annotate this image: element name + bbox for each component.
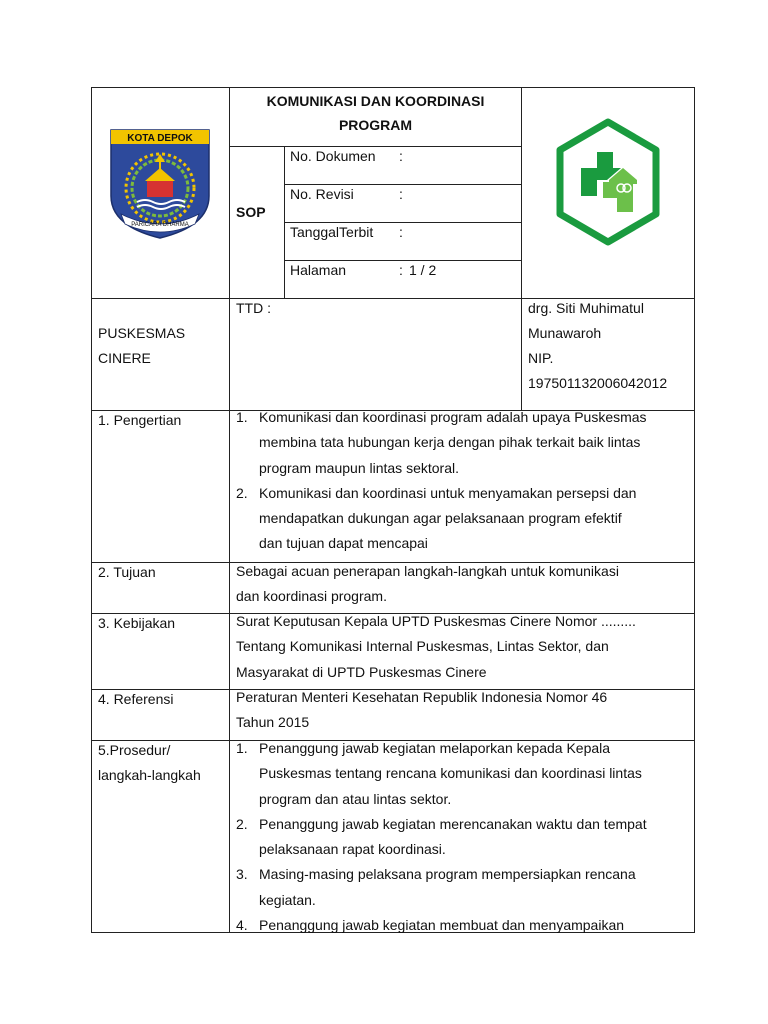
list-item <box>229 862 687 913</box>
list-item <box>229 812 687 863</box>
doc-page-value: 1 / 2 <box>409 262 437 278</box>
list-item-line: Penanggung jawab kegiatan merencanakan waktu dan tempat <box>259 815 647 832</box>
list-item-line: Masing-masing pelaksana program mempersiapkan rencana <box>259 866 636 883</box>
doc-page-sep: : <box>399 262 403 278</box>
emblem-banner-text: KOTA DEPOK <box>127 133 193 144</box>
doc-date-sep: : <box>399 224 403 240</box>
doc-revision-sep: : <box>399 186 403 202</box>
org-name-line-2: CINERE <box>98 350 151 366</box>
section-label-kebijakan: 3. Kebijakan <box>98 615 176 631</box>
signer-nip-label: NIP. <box>528 350 554 366</box>
signer-nip-value: 197501132006042012 <box>528 375 668 391</box>
doc-date-label: TanggalTerbit <box>290 224 374 240</box>
kota-depok-emblem <box>107 126 213 240</box>
section-body-referensi <box>236 685 687 736</box>
list-item-number: 2. <box>236 815 248 832</box>
list-item-line: Penanggung jawab kegiatan melaporkan kepada Kepala <box>259 740 611 756</box>
section-label-pengertian: 1. Pengertian <box>98 412 182 428</box>
list-item-line: kegiatan. <box>259 891 316 908</box>
list-item-line: Puskesmas tentang rencana komunikasi dan koordinasi lintas <box>259 765 642 782</box>
section-body-prosedur <box>229 736 687 938</box>
list-item <box>229 736 687 812</box>
list-item <box>229 481 687 557</box>
section-label-tujuan: 2. Tujuan <box>98 564 156 580</box>
list-item-number: 1. <box>236 409 248 425</box>
list-item-number: 3. <box>236 866 248 883</box>
doc-page-label: Halaman <box>290 262 347 278</box>
section-label-prosedur-line-1: 5.Prosedur/ <box>98 742 171 758</box>
text-line: Masyarakat di UPTD Puskesmas Cinere <box>236 663 487 680</box>
list-item-line: Komunikasi dan koordinasi untuk menyamakan persepsi dan <box>259 484 637 501</box>
list-item <box>229 913 687 938</box>
doc-number-sep: : <box>399 148 403 164</box>
list-item-line: mendapatkan dukungan agar pelaksanaan program efektif <box>259 510 622 527</box>
signer-name-line-1: drg. Siti Muhimatul <box>528 300 644 316</box>
org-name-line-1: PUSKESMAS <box>98 325 186 341</box>
list-item-line: pelaksanaan rapat koordinasi. <box>259 841 446 858</box>
section-body-pengertian <box>229 405 687 557</box>
list-item-line: program dan atau lintas sektor. <box>259 790 452 807</box>
list-item-number: 2. <box>236 484 248 501</box>
text-line: Sebagai acuan penerapan langkah-langkah untuk komunikasi <box>236 563 619 579</box>
table-border-right <box>694 87 695 933</box>
col-divider-right <box>521 87 522 411</box>
doc-revision-label: No. Revisi <box>290 186 354 202</box>
text-line: Tentang Komunikasi Internal Puskesmas, Lintas Sektor, dan <box>236 638 609 655</box>
list-item-line: program maupun lintas sektoral. <box>259 459 459 476</box>
ttd-label: TTD : <box>236 300 271 316</box>
section-label-prosedur-line-2: langkah-langkah <box>98 767 201 783</box>
doc-title-line-1: KOMUNIKASI DAN KOORDINASI <box>266 93 485 109</box>
list-item-number: 1. <box>236 740 248 756</box>
sop-label: SOP <box>236 204 266 220</box>
doc-title-line-2: PROGRAM <box>338 117 413 133</box>
section-body-tujuan <box>236 559 687 610</box>
list-item <box>229 405 687 481</box>
section-body-kebijakan <box>236 609 687 685</box>
puskesmas-logo <box>555 118 661 246</box>
signer-name-line-2: Munawaroh <box>528 325 602 341</box>
table-border-left <box>91 87 92 933</box>
text-line: Tahun 2015 <box>236 714 310 731</box>
table-border-top <box>91 87 695 88</box>
section-label-referensi: 4. Referensi <box>98 691 174 707</box>
text-line: dan koordinasi program. <box>236 588 387 605</box>
list-item-line: Komunikasi dan koordinasi program adalah upaya Puskesmas <box>259 409 647 425</box>
list-item-line: Penanggung jawab kegiatan membuat dan menyampaikan <box>259 917 625 934</box>
list-item-number: 4. <box>236 917 248 934</box>
emblem-motto-text: PARICARA DHARMA <box>131 222 189 228</box>
list-item-line: membina tata hubungan kerja dengan pihak terkait baik lintas <box>259 434 641 451</box>
text-line: Peraturan Menteri Kesehatan Republik Indonesia Nomor 46 <box>236 689 608 705</box>
text-line: Surat Keputusan Kepala UPTD Puskesmas Cinere Nomor ......... <box>236 613 636 629</box>
doc-number-label: No. Dokumen <box>290 148 376 164</box>
list-item-line: dan tujuan dapat mencapai <box>259 535 428 552</box>
